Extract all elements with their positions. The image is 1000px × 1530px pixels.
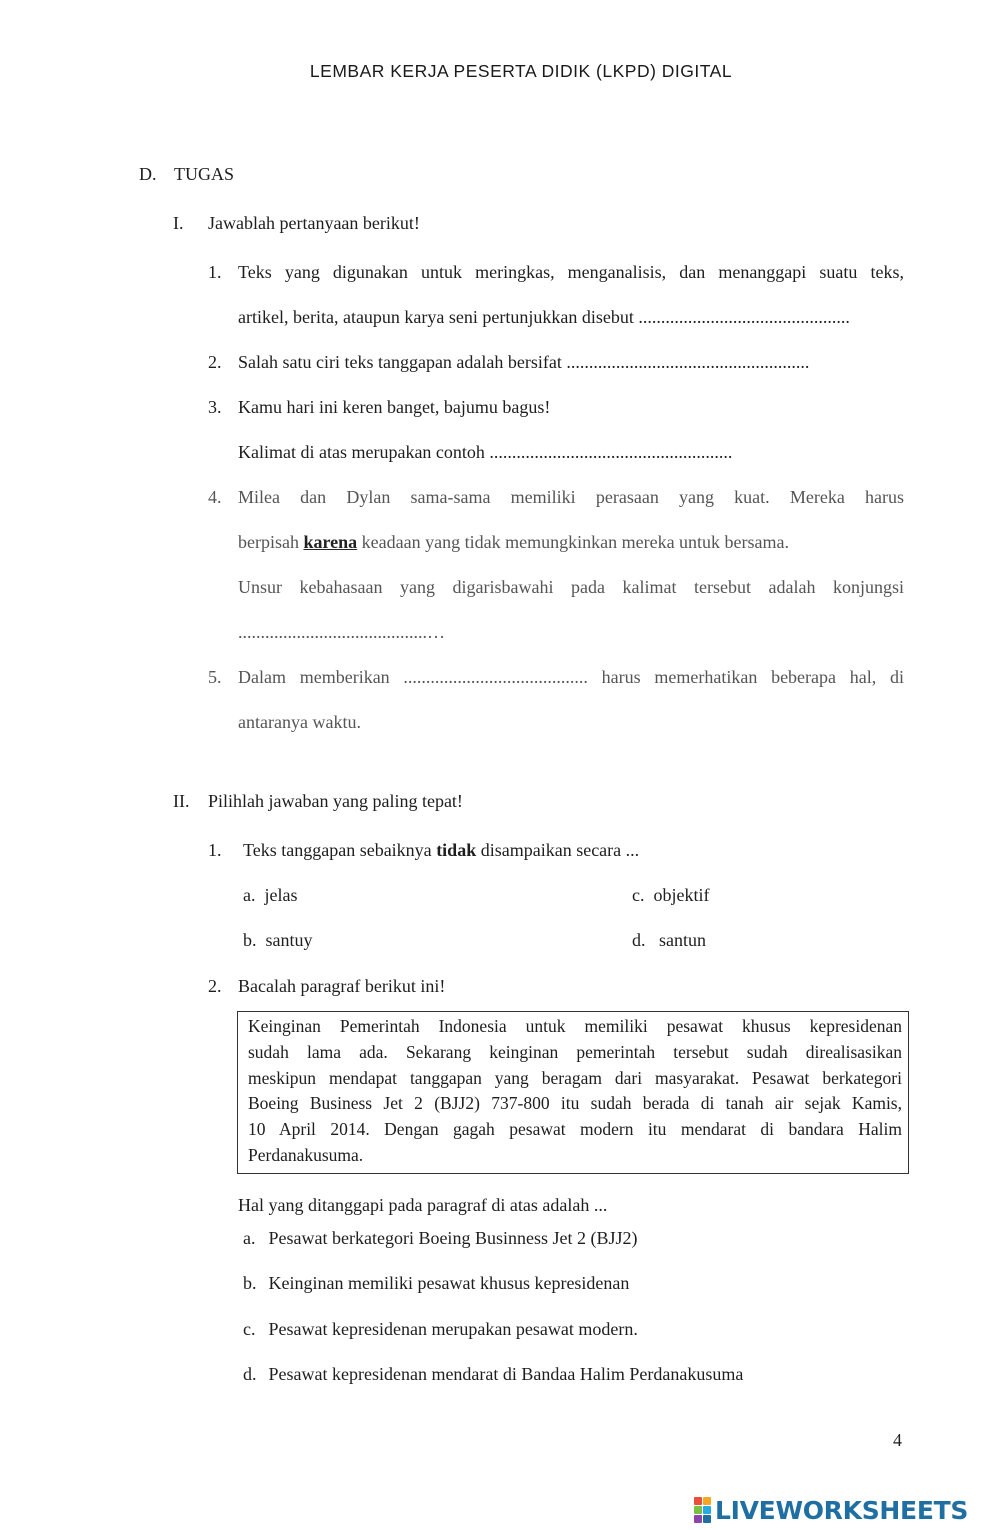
p2-q1-bold: tidak	[436, 840, 477, 860]
p2-q1-number: 1.	[208, 840, 222, 860]
p2-q2-instruction: Bacalah paragraf berikut ini!	[238, 976, 446, 996]
section-letter: D.	[139, 164, 157, 184]
option-text: objektif	[653, 885, 710, 905]
option-letter: a.	[243, 1228, 256, 1248]
p2-q1-post: disampaikan secara ...	[476, 840, 640, 860]
part2-number: II.	[173, 791, 190, 811]
p1-q3-line2: Kalimat di atas merupakan contoh ......................................................	[238, 442, 733, 462]
p1-q4-number: 4.	[208, 487, 222, 507]
p2-q1-option-b[interactable]	[243, 930, 313, 951]
reading-passage-box	[237, 1011, 909, 1174]
option-text: Pesawat kepresidenan mendarat di Bandaa Halim Perdanakusuma	[268, 1364, 744, 1384]
option-letter: d.	[243, 1364, 257, 1384]
p1-q4-line1: Milea dan Dylan sama-sama memiliki perasaan yang kuat. Mereka harus	[238, 487, 904, 507]
liveworksheets-icon	[694, 1497, 711, 1523]
p1-q1-number: 1.	[208, 262, 222, 282]
passage-line: meskipun mendapat tanggapan yang beragam dari masyarakat. Pesawat berkategori	[248, 1067, 902, 1088]
p1-q5-number: 5.	[208, 667, 222, 687]
p2-q1-pre: Teks tanggapan sebaiknya	[243, 840, 437, 860]
p2-q2-option-b[interactable]	[243, 1273, 629, 1294]
p1-q4-line2-post: keadaan yang tidak memungkinkan mereka untuk bersama.	[357, 532, 790, 552]
option-letter: b.	[243, 930, 257, 950]
option-letter: b.	[243, 1273, 257, 1293]
part2-instruction: Pilihlah jawaban yang paling tepat!	[208, 791, 463, 811]
passage-line: Keinginan Pemerintah Indonesia untuk memiliki pesawat khusus kepresidenan	[248, 1016, 902, 1036]
p2-q2-option-c[interactable]	[243, 1319, 638, 1340]
p1-q4-line4: ..........................................…	[238, 622, 445, 642]
p2-q1-option-c[interactable]	[632, 885, 710, 906]
part1-instruction: Jawablah pertanyaan berikut!	[208, 213, 420, 233]
section-title: TUGAS	[174, 164, 235, 184]
underlined-conjunction: karena	[303, 532, 358, 552]
document-header: LEMBAR KERJA PESERTA DIDIK (LKPD) DIGITAL	[309, 61, 733, 81]
option-letter: c.	[632, 885, 645, 905]
p1-q2-number: 2.	[208, 352, 222, 372]
p1-q5-line2: antaranya waktu.	[238, 712, 361, 732]
option-text: Pesawat berkategori Boeing Businness Jet 2 (BJJ2)	[268, 1228, 638, 1248]
option-letter: d.	[632, 930, 646, 950]
p1-q4-line3: Unsur kebahasaan yang digarisbawahi pada kalimat tersebut adalah konjungsi	[238, 577, 904, 597]
p2-q1-option-a[interactable]	[243, 885, 298, 906]
p1-q1-line1: Teks yang digunakan untuk meringkas, menganalisis, dan menanggapi suatu teks,	[238, 262, 904, 282]
passage-line: 10 April 2014. Dengan gagah pesawat modern itu mendarat di bandara Halim	[248, 1119, 902, 1140]
passage-line: Perdanakusuma.	[248, 1144, 364, 1165]
p1-q3-number: 3.	[208, 397, 222, 417]
passage-line: Boeing Business Jet 2 (BJJ2) 737-800 itu sudah berada di tanah air sejak Kamis,	[248, 1093, 902, 1114]
option-text: Pesawat kepresidenan merupakan pesawat modern.	[268, 1319, 638, 1339]
p2-q1-option-d[interactable]	[632, 930, 706, 951]
option-text: Keinginan memiliki pesawat khusus kepresidenan	[268, 1273, 630, 1293]
p1-q4-line2	[238, 532, 789, 553]
p1-q4-line2-pre: berpisah	[238, 532, 304, 552]
p2-q2-option-d[interactable]	[243, 1364, 743, 1385]
p1-q1-line2: artikel, berita, ataupun karya seni pertunjukkan disebut ...............................................	[238, 307, 850, 327]
p2-q2-option-a[interactable]	[243, 1228, 637, 1249]
passage-line: sudah lama ada. Sekarang keinginan pemerintah tersebut sudah direalisasikan	[248, 1041, 902, 1062]
liveworksheets-wordmark: LIVEWORKSHEETS	[715, 1495, 969, 1525]
option-letter: c.	[243, 1319, 256, 1339]
option-text: santun	[659, 930, 706, 950]
option-letter: a.	[243, 885, 256, 905]
p2-q1-question	[243, 840, 639, 861]
liveworksheets-logo	[694, 1493, 968, 1527]
p2-q2-question: Hal yang ditanggapi pada paragraf di atas adalah ...	[238, 1195, 608, 1215]
p1-q2-line1: Salah satu ciri teks tanggapan adalah bersifat ......................................................	[238, 352, 810, 372]
p1-q5-line1: Dalam memberikan ......................................... harus memerhatikan beberapa hal, di	[238, 667, 904, 687]
part1-number: I.	[173, 213, 184, 233]
option-text: jelas	[264, 885, 298, 905]
p1-q3-line1: Kamu hari ini keren banget, bajumu bagus!	[238, 397, 551, 417]
p2-q2-number: 2.	[208, 976, 222, 996]
page-number: 4	[893, 1430, 902, 1450]
option-text: santuy	[265, 930, 313, 950]
